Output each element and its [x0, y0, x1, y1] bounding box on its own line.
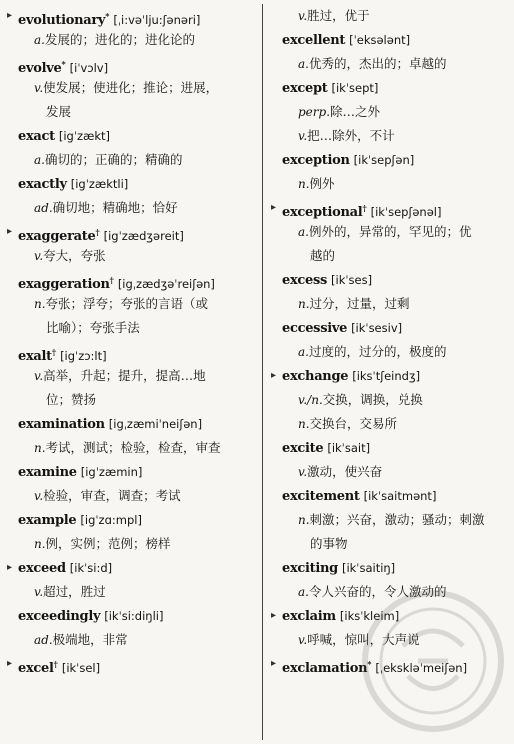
definition-text: 除…之外: [330, 104, 381, 119]
entry-headword-line: [270, 316, 510, 340]
headword: exactly: [18, 177, 67, 192]
left-column: [6, 4, 258, 676]
definition-line: [270, 292, 510, 316]
definition-line: [6, 436, 258, 460]
headword: evolve: [18, 61, 62, 76]
phonetic-transcription: [ˌi:vəˈlju:ʃənəri]: [113, 13, 201, 28]
definition-text: 过分，过量，过剩: [309, 296, 410, 311]
headword: exception: [282, 153, 350, 168]
part-of-speech: v.: [298, 465, 308, 479]
definition-text: 使发展；使进化；推论；进展，: [43, 80, 219, 95]
phonetic-transcription: [igˌzædʒəˈreiʃən]: [117, 277, 215, 292]
entry-headword-line: [270, 484, 510, 508]
headword: excitement: [282, 489, 360, 504]
entry-marker-icon: ▸: [7, 658, 13, 669]
phonetic-transcription: [igˌzæmiˈneiʃən]: [108, 417, 203, 431]
definition-line: [270, 508, 510, 532]
frequency-mark: †: [362, 203, 367, 213]
part-of-speech: v.: [34, 249, 44, 263]
frequency-mark: †: [51, 347, 57, 357]
frequency-mark: †: [53, 659, 58, 669]
entry-headword-line: [270, 196, 510, 220]
definition-line: [6, 244, 258, 268]
part-of-speech: ad.: [34, 201, 53, 215]
entry-headword-line: [6, 52, 258, 76]
definition-line: [6, 532, 258, 556]
definition-line: [270, 460, 510, 484]
headword: excess: [282, 273, 328, 288]
entry-headword-line: [270, 556, 510, 580]
definition-line: [270, 4, 510, 28]
definition-text: 越的: [310, 248, 336, 263]
headword: eccessive: [282, 321, 348, 336]
part-of-speech: v.: [298, 633, 308, 647]
definition-line: [270, 412, 510, 436]
definition-text: 令人兴奋的，令人激动的: [308, 584, 447, 599]
phonetic-transcription: [ˌeksklәˈmeiʃən]: [375, 661, 468, 676]
part-of-speech: a.: [298, 585, 309, 599]
headword: evolutionary: [18, 13, 106, 28]
phonetic-transcription: [ikˈsepʃənəl]: [370, 205, 442, 220]
phonetic-transcription: [iksˈkleim]: [339, 609, 400, 623]
entry-headword-line: [6, 604, 258, 628]
phonetic-transcription: [ikˈsi:diŋli]: [104, 609, 164, 623]
entry-headword-line: [6, 556, 258, 580]
phonetic-transcription: [igˈzɔ:lt]: [60, 349, 107, 364]
entry-headword-line: [6, 412, 258, 436]
definition-line: [6, 76, 258, 100]
definition-continuation: [6, 100, 258, 124]
definition-text: 发展的；进化的；进化论的: [44, 32, 195, 47]
definition-continuation: [6, 316, 258, 340]
phonetic-transcription: [igˈzɑ:mpl]: [80, 513, 142, 527]
entry-headword-line: [6, 220, 258, 244]
entry-marker-icon: ▸: [271, 610, 277, 621]
entry-marker-icon: ▸: [271, 370, 277, 381]
part-of-speech: n.: [34, 441, 46, 455]
frequency-mark: *: [61, 59, 66, 69]
entry-headword-line: [270, 28, 510, 52]
definition-text: 位；赞扬: [46, 392, 97, 407]
phonetic-transcription: [ikˈsaitiŋ]: [341, 561, 396, 575]
definition-text: 的事物: [310, 536, 348, 551]
definition-continuation: [6, 388, 258, 412]
phonetic-transcription: [iksˈtʃeindʒ]: [352, 369, 421, 383]
entry-headword-line: [6, 172, 258, 196]
headword: excel: [18, 661, 54, 676]
part-of-speech: v.: [298, 9, 308, 23]
definition-text: 激动，使兴奋: [307, 464, 383, 479]
part-of-speech: a.: [298, 345, 309, 359]
definition-line: [270, 220, 510, 244]
definition-text: 超过，胜过: [43, 584, 106, 599]
definition-continuation: [270, 244, 510, 268]
part-of-speech: n.: [298, 177, 310, 191]
entry-headword-line: [6, 268, 258, 292]
entry-marker-icon: ▸: [7, 562, 13, 573]
entry-headword-line: [6, 652, 258, 676]
headword: exchange: [282, 369, 349, 384]
headword: exceptional: [282, 205, 363, 220]
part-of-speech: n.: [34, 537, 46, 551]
column-divider: [262, 4, 263, 740]
right-column: [270, 4, 510, 676]
definition-text: 交换台，交易所: [309, 416, 398, 431]
definition-line: [270, 100, 510, 124]
definition-text: 例，实例；范例；榜样: [45, 536, 171, 551]
entry-headword-line: [270, 364, 510, 388]
phonetic-transcription: [iˈvɔlv]: [69, 61, 109, 76]
definition-text: 呼喊，惊叫，大声说: [307, 632, 420, 647]
definition-text: 胜过，优于: [307, 8, 370, 23]
frequency-mark: †: [109, 275, 114, 285]
definition-line: [6, 580, 258, 604]
entry-marker-icon: ▸: [271, 202, 277, 213]
entry-headword-line: [6, 124, 258, 148]
definition-line: [270, 340, 510, 364]
frequency-mark: †: [95, 227, 100, 237]
watermark-stamp: [358, 586, 508, 736]
definition-line: [270, 172, 510, 196]
entry-marker-icon: ▸: [7, 226, 13, 237]
part-of-speech: a.: [298, 57, 309, 71]
definition-line: [270, 52, 510, 76]
definition-text: 夸张；浮夸；夸张的言语（或: [45, 296, 209, 311]
definition-text: 刺激；兴奋，激动；骚动；刺激: [309, 512, 485, 527]
definition-text: 极端地，非常: [52, 632, 128, 647]
headword: exaggeration: [18, 277, 110, 292]
phonetic-transcription: [ikˈses]: [331, 273, 373, 287]
part-of-speech: ad.: [34, 633, 53, 647]
phonetic-transcription: [ikˈsaitmənt]: [363, 489, 437, 503]
phonetic-transcription: [igˈzæktli]: [70, 177, 129, 191]
phonetic-transcription: [igˈzæmin]: [80, 465, 143, 479]
headword: exceed: [18, 561, 66, 576]
definition-text: 夸大，夸张: [43, 248, 106, 263]
frequency-mark: *: [367, 659, 372, 669]
phonetic-transcription: [ikˈsel]: [61, 661, 101, 676]
definition-text: 确切地；精确地；恰好: [52, 200, 178, 215]
entry-headword-line: [6, 4, 258, 28]
phonetic-transcription: [ikˈsi:d]: [69, 561, 113, 575]
part-of-speech: v.: [34, 489, 44, 503]
definition-line: [270, 388, 510, 412]
headword: exclaim: [282, 609, 336, 624]
entry-headword-line: [270, 268, 510, 292]
headword: example: [18, 513, 77, 528]
part-of-speech: a.: [298, 225, 309, 239]
phonetic-transcription: [ikˈsepʃən]: [353, 153, 415, 167]
definition-line: [6, 28, 258, 52]
part-of-speech: a.: [34, 153, 45, 167]
headword: exalt: [18, 349, 52, 364]
definition-line: [270, 124, 510, 148]
headword: excite: [282, 441, 324, 456]
definition-text: 检验，审查，调查；考试: [43, 488, 181, 503]
phonetic-transcription: [igˈzækt]: [58, 129, 110, 143]
definition-text: 过度的，过分的，极度的: [308, 344, 447, 359]
headword: except: [282, 81, 328, 96]
headword: examination: [18, 417, 105, 432]
headword: exciting: [282, 561, 338, 576]
definition-text: 高举，升起；提升，提高…地: [43, 368, 206, 383]
definition-text: 交换，调换，兑换: [322, 392, 423, 407]
definition-text: 例外: [309, 176, 335, 191]
entry-headword-line: [6, 340, 258, 364]
phonetic-transcription: [ˈeksələnt]: [349, 33, 411, 47]
definition-text: 优秀的，杰出的；卓越的: [308, 56, 447, 71]
part-of-speech: n.: [298, 513, 310, 527]
definition-line: [6, 484, 258, 508]
entry-headword-line: [270, 148, 510, 172]
definition-text: 确切的；正确的；精确的: [44, 152, 183, 167]
definition-line: [6, 292, 258, 316]
entry-headword-line: [270, 76, 510, 100]
phonetic-transcription: [ikˈsept]: [331, 81, 379, 95]
definition-line: [6, 148, 258, 172]
phonetic-transcription: [igˈzædʒəreit]: [103, 229, 184, 244]
headword: examine: [18, 465, 77, 480]
definition-text: 考试，测试；检验，检查，审查: [45, 440, 221, 455]
entry-marker-icon: ▸: [7, 10, 13, 21]
part-of-speech: v./n.: [298, 393, 323, 407]
part-of-speech: a.: [34, 33, 45, 47]
definition-line: [6, 628, 258, 652]
definition-text: 把…除外，不计: [307, 128, 395, 143]
headword: exceedingly: [18, 609, 101, 624]
headword: exact: [18, 129, 55, 144]
part-of-speech: v.: [34, 585, 44, 599]
phonetic-transcription: [ikˈsesiv]: [351, 321, 403, 335]
part-of-speech: perp.: [298, 105, 331, 119]
part-of-speech: v.: [298, 129, 308, 143]
frequency-mark: *: [105, 11, 110, 21]
definition-line: [6, 364, 258, 388]
part-of-speech: n.: [298, 297, 310, 311]
definition-continuation: [270, 532, 510, 556]
definition-text: 比喻）；夸张手法: [46, 320, 140, 335]
part-of-speech: n.: [34, 297, 46, 311]
definition-text: 例外的，异常的，罕见的；优: [308, 224, 472, 239]
definition-text: 发展: [46, 104, 72, 119]
headword: exclamation: [282, 661, 368, 676]
headword: excellent: [282, 33, 346, 48]
entry-headword-line: [270, 436, 510, 460]
part-of-speech: v.: [34, 369, 44, 383]
entry-marker-icon: ▸: [271, 658, 277, 669]
headword: exaggerate: [18, 229, 96, 244]
entry-headword-line: [6, 508, 258, 532]
part-of-speech: v.: [34, 81, 44, 95]
entry-headword-line: [6, 460, 258, 484]
phonetic-transcription: [ikˈsait]: [327, 441, 371, 455]
part-of-speech: n.: [298, 417, 310, 431]
definition-line: [6, 196, 258, 220]
